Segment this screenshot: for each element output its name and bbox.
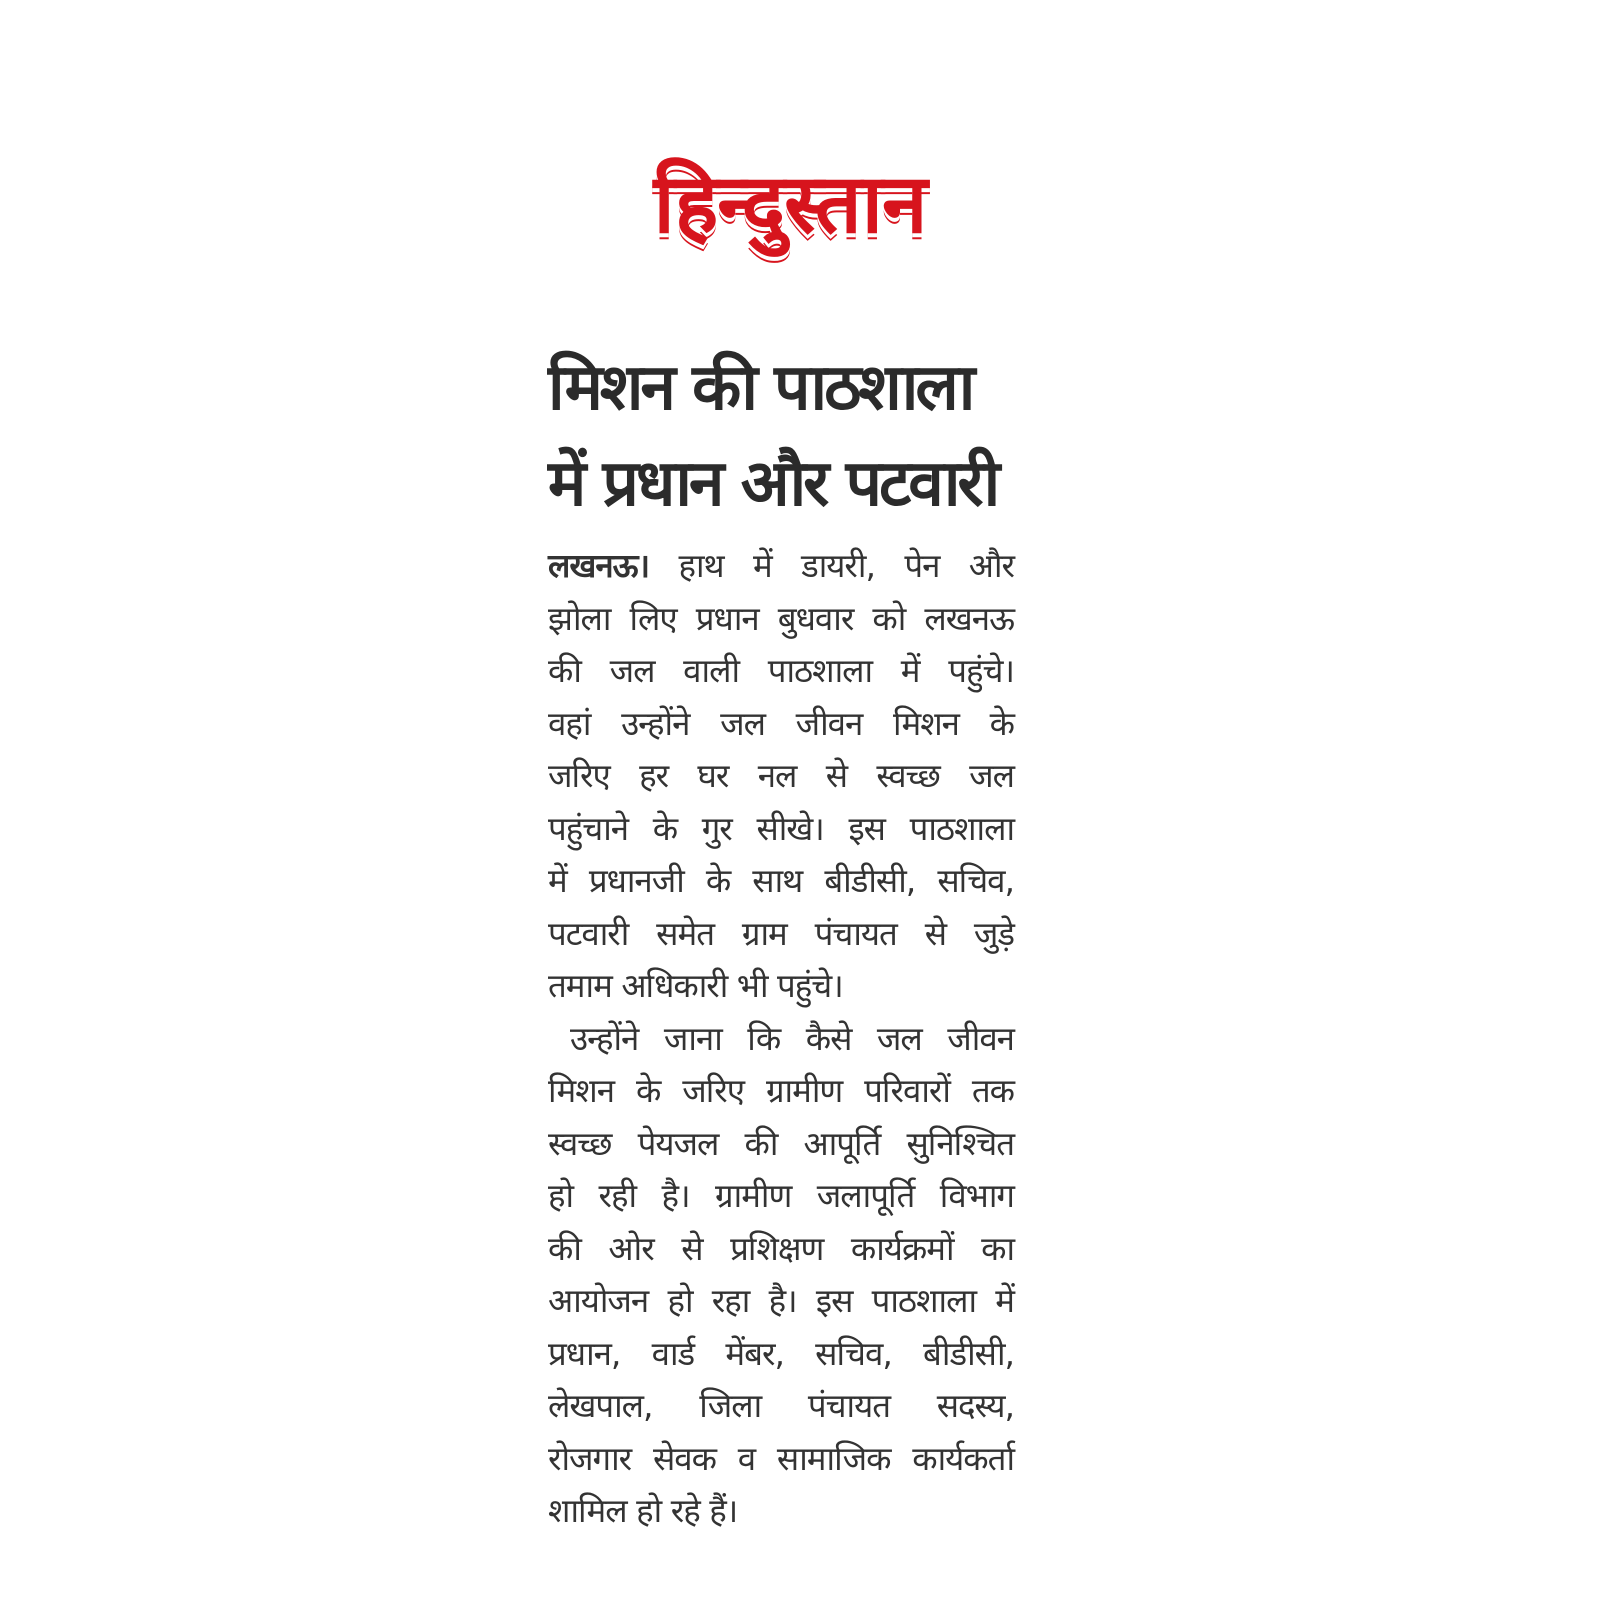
paragraph-1-line-8: पटवारी समेत ग्राम पंचायत से जुड़े: [548, 913, 1014, 953]
paragraph-2-line-1: उन्होंने जाना कि कैसे जल जीवन: [570, 1018, 1014, 1058]
paragraph-2-line-5: की ओर से प्रशिक्षण कार्यक्रमों का: [548, 1228, 1014, 1268]
paragraph-1-line-6: पहुंचाने के गुर सीखे। इस पाठशाला: [548, 808, 1014, 848]
paragraph-1-line-2: झोला लिए प्रधान बुधवार को लखनऊ: [548, 598, 1014, 638]
paragraph-1-line-1: [548, 540, 1014, 593]
paragraph-2-line-4: हो रही है। ग्रामीण जलापूर्ति विभाग: [548, 1176, 1014, 1215]
newspaper-clipping: [548, 150, 1028, 1540]
paragraph-2-line-9: रोजगार सेवक व सामाजिक कार्यकर्ता: [548, 1438, 1014, 1478]
dateline: लखनऊ।: [548, 546, 650, 585]
article-headline: [548, 340, 1018, 532]
paragraph-1-line-4: वहां उन्होंने जल जीवन मिशन के: [548, 703, 1014, 743]
paragraph-2-line-7: प्रधान, वार्ड मेंबर, सचिव, बीडीसी,: [548, 1333, 1014, 1373]
paragraph-2-line-2: मिशन के जरिए ग्रामीण परिवारों तक: [548, 1071, 1014, 1110]
newspaper-masthead: [540, 150, 1040, 280]
paragraph-1-line-7: में प्रधानजी के साथ बीडीसी, सचिव,: [548, 861, 1014, 900]
paragraph-2-line-10: शामिल हो रहे हैं।: [548, 1491, 738, 1530]
headline-line-2: में प्रधान और पटवारी: [548, 447, 998, 521]
paragraph-1-line-9: तमाम अधिकारी भी पहुंचे।: [548, 966, 843, 1005]
paragraph-1-line-1-text: हाथ में डायरी, पेन और: [649, 546, 1014, 585]
paragraph-2-line-6: आयोजन हो रहा है। इस पाठशाला में: [548, 1281, 1014, 1320]
headline-line-1: मिशन की पाठशाला: [548, 351, 973, 425]
paragraph-1-line-3: की जल वाली पाठशाला में पहुंचे।: [548, 651, 1014, 690]
paragraph-2-line-3: स्वच्छ पेयजल की आपूर्ति सुनिश्चित: [548, 1123, 1014, 1163]
paragraph-2-line-8: लेखपाल, जिला पंचायत सदस्य,: [548, 1386, 1014, 1425]
newspaper-logo: हिन्दुस्तान: [653, 157, 927, 252]
article-body: [548, 540, 1014, 1538]
paragraph-1-line-5: जरिए हर घर नल से स्वच्छ जल: [548, 756, 1014, 795]
